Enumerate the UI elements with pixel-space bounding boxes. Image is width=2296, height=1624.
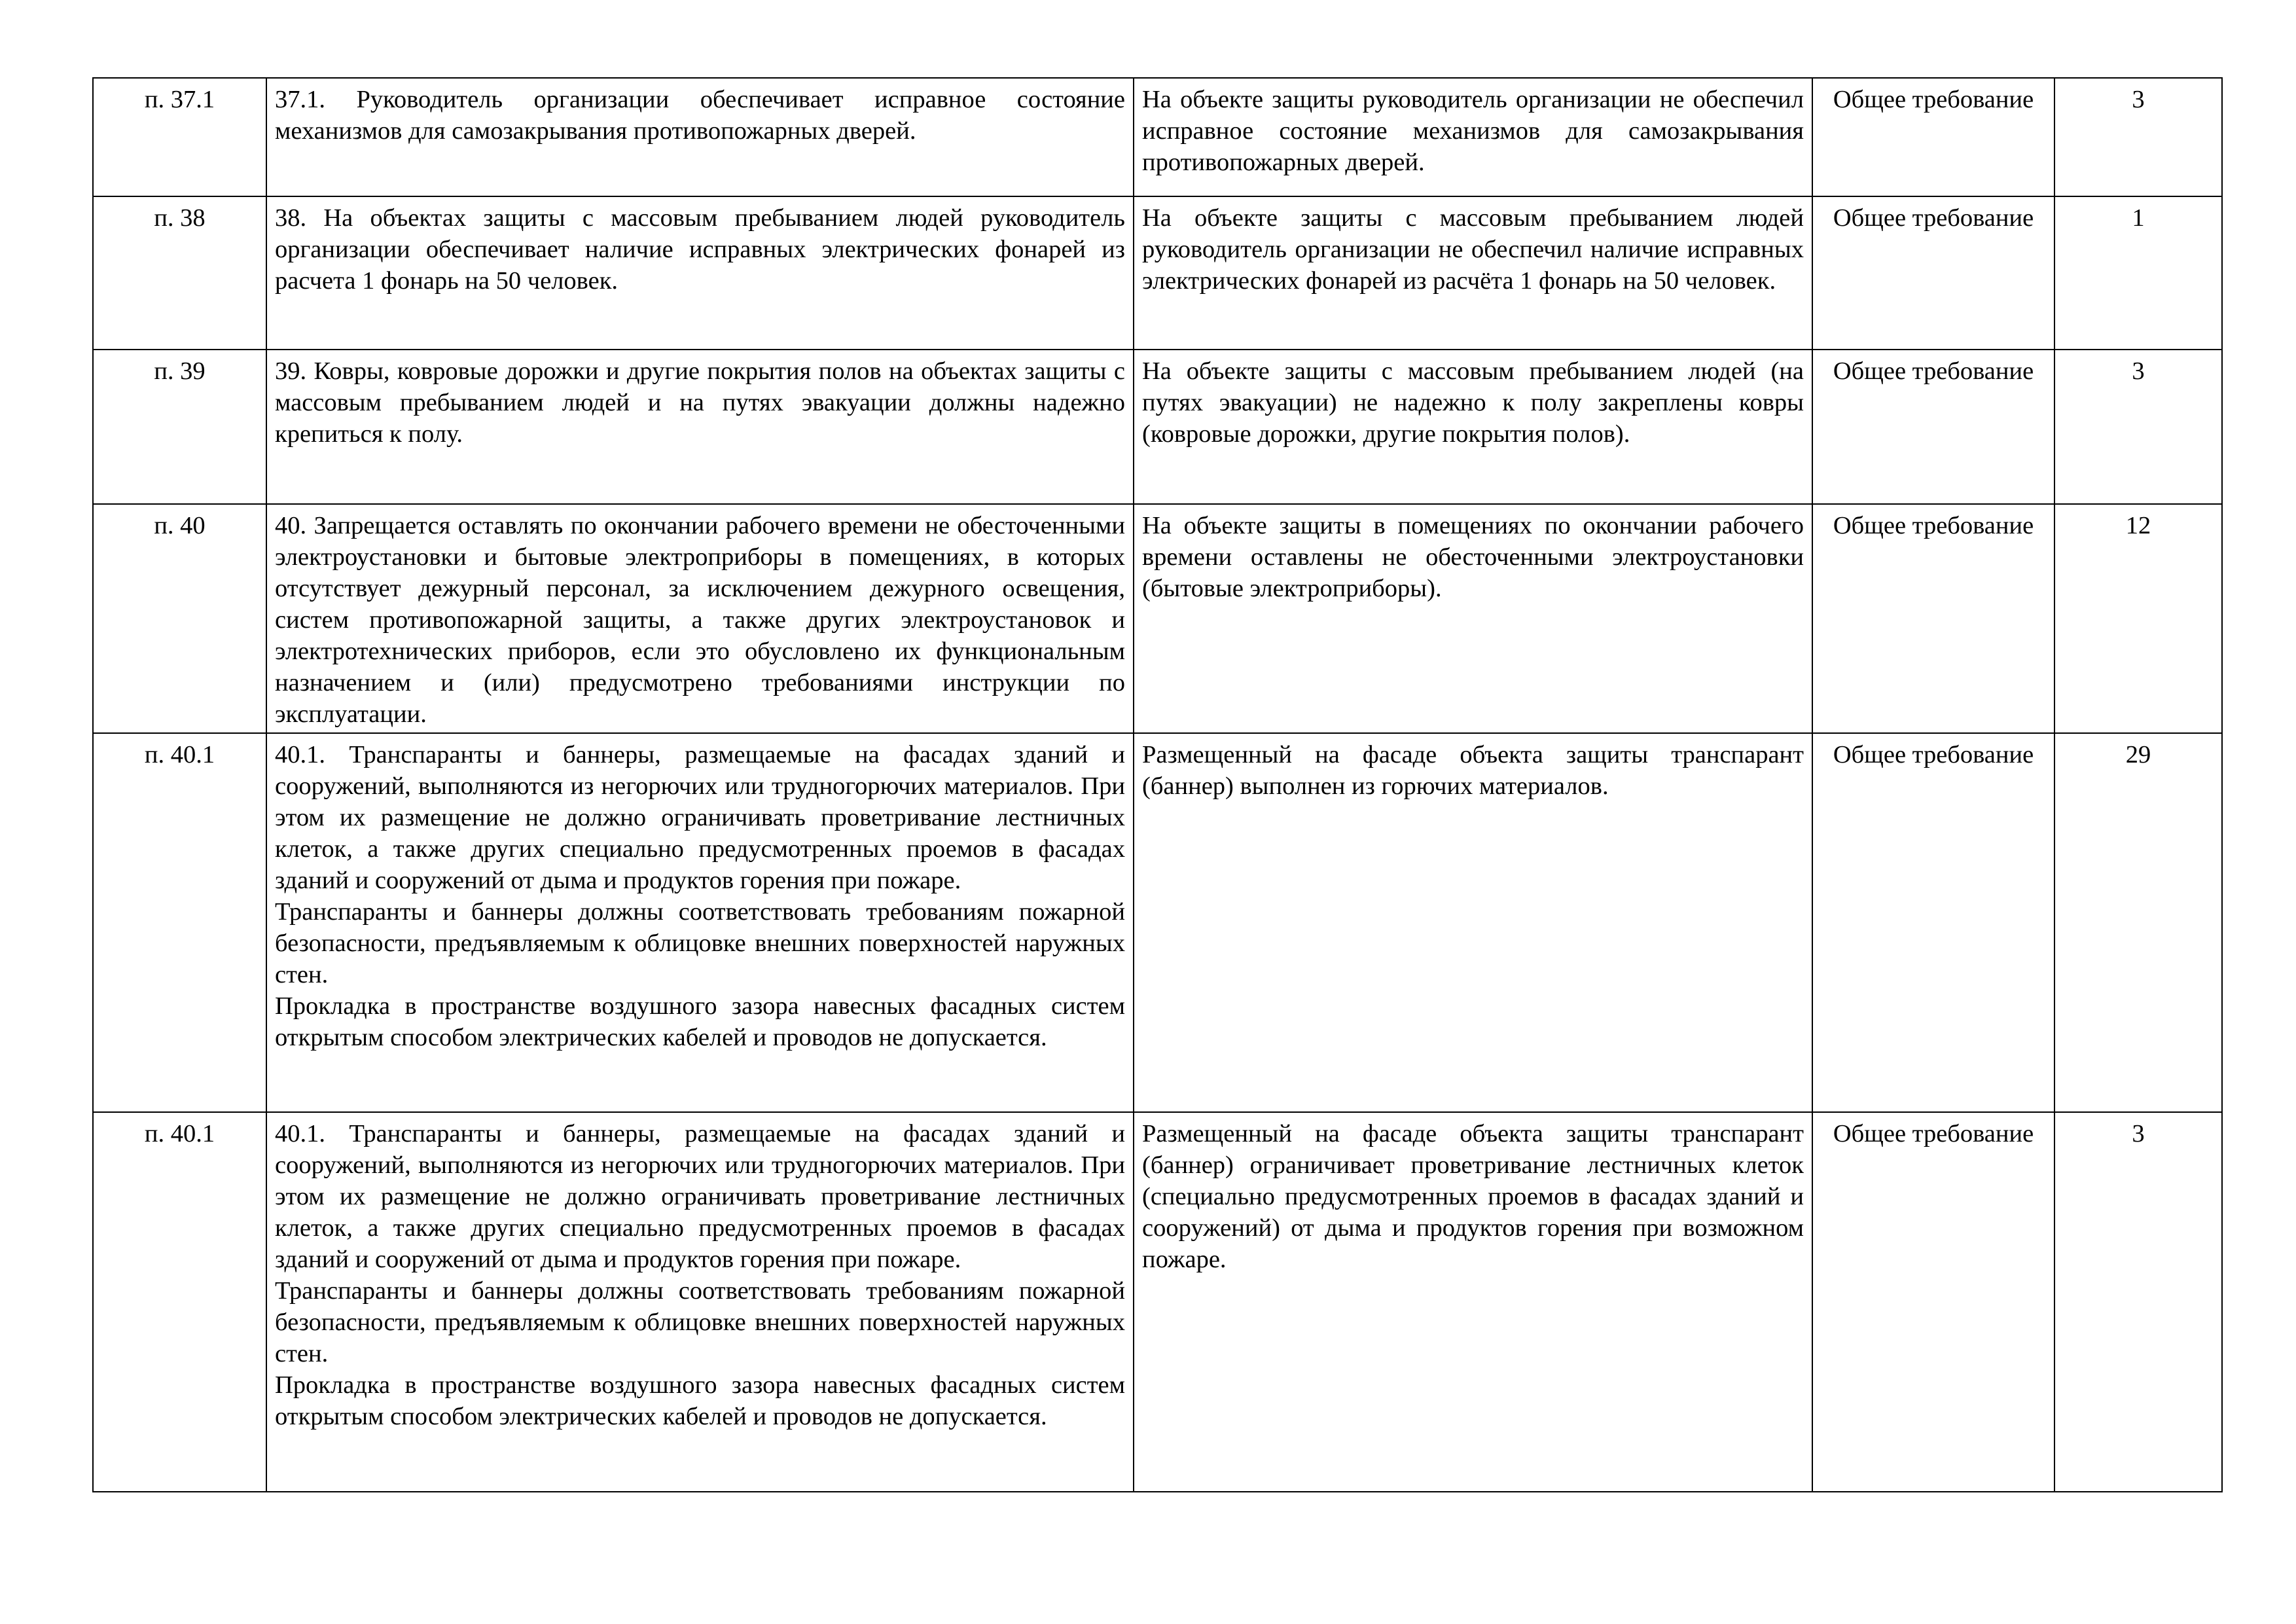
requirement-type: Общее требование	[1812, 78, 2054, 196]
rule-reference: п. 38	[93, 196, 266, 350]
violation-text: На объекте защиты с массовым пребыванием людей (на путях эвакуации) не надежно к полу закреплены ковры (ковровые дорожки, другие покрытия полов).	[1134, 350, 1812, 504]
requirement-paragraph: 40. Запрещается оставлять по окончании рабочего времени не обесточенными электроустановки и бытовые электроприборы в помещениях, в которых отсутствует дежурный персонал, за исключением дежурного освещения, систем противопожарной защиты, а также других электроустановок и электротехнических приборов, если это обусловлено их функциональным назначением и (или) предусмотрено требованиями инструкции по эксплуатации.	[275, 512, 1125, 728]
rule-reference: п. 40	[93, 504, 266, 733]
rule-reference: п. 40.1	[93, 733, 266, 1112]
table-row	[93, 1112, 2222, 1492]
requirement-type: Общее требование	[1812, 504, 2054, 733]
requirement-text	[266, 733, 1134, 1112]
violation-text: На объекте защиты руководитель организации не обеспечил исправное состояние механизмов для самозакрывания противопожарных дверей.	[1134, 78, 1812, 196]
table-row	[93, 350, 2222, 504]
requirement-paragraph: Прокладка в пространстве воздушного зазора навесных фасадных систем открытым способом электрических кабелей и проводов не допускается.	[275, 1371, 1125, 1430]
violations-table	[92, 77, 2223, 1492]
requirement-type: Общее требование	[1812, 196, 2054, 350]
table-row	[93, 733, 2222, 1112]
requirement-text	[266, 196, 1134, 350]
violation-count: 3	[2054, 1112, 2222, 1492]
violation-text: Размещенный на фасаде объекта защиты транспарант (баннер) выполнен из горючих материалов.	[1134, 733, 1812, 1112]
requirement-paragraph: 40.1. Транспаранты и баннеры, размещаемые на фасадах зданий и сооружений, выполняются из негорючих или трудногорючих материалов. При этом их размещение не должно ограничивать проветривание лестничных клеток, а также других специально предусмотренных проемов в фасадах зданий и сооружений от дыма и продуктов горения при пожаре.	[275, 741, 1125, 894]
requirement-paragraph: 40.1. Транспаранты и баннеры, размещаемые на фасадах зданий и сооружений, выполняются из негорючих или трудногорючих материалов. При этом их размещение не должно ограничивать проветривание лестничных клеток, а также других специально предусмотренных проемов в фасадах зданий и сооружений от дыма и продуктов горения при пожаре.	[275, 1120, 1125, 1273]
rule-reference: п. 40.1	[93, 1112, 266, 1492]
violation-count: 3	[2054, 350, 2222, 504]
violation-text: На объекте защиты в помещениях по окончании рабочего времени оставлены не обесточенными электроустановки (бытовые электроприборы).	[1134, 504, 1812, 733]
requirement-paragraph: Прокладка в пространстве воздушного зазора навесных фасадных систем открытым способом электрических кабелей и проводов не допускается.	[275, 992, 1125, 1051]
violation-count: 3	[2054, 78, 2222, 196]
rule-reference: п. 39	[93, 350, 266, 504]
violation-text: На объекте защиты с массовым пребыванием людей руководитель организации не обеспечил наличие исправных электрических фонарей из расчёта 1 фонарь на 50 человек.	[1134, 196, 1812, 350]
table-row	[93, 504, 2222, 733]
requirement-paragraph: 38. На объектах защиты с массовым пребыванием людей руководитель организации обеспечивает наличие исправных электрических фонарей из расчета 1 фонарь на 50 человек.	[275, 204, 1125, 295]
table-row	[93, 196, 2222, 350]
requirement-type: Общее требование	[1812, 1112, 2054, 1492]
rule-reference: п. 37.1	[93, 78, 266, 196]
requirement-text	[266, 78, 1134, 196]
requirement-paragraph: Транспаранты и баннеры должны соответствовать требованиям пожарной безопасности, предъявляемым к облицовке внешних поверхностей наружных стен.	[275, 898, 1125, 988]
requirement-text	[266, 1112, 1134, 1492]
requirement-text	[266, 504, 1134, 733]
violation-count: 12	[2054, 504, 2222, 733]
table-row	[93, 78, 2222, 196]
violation-text: Размещенный на фасаде объекта защиты транспарант (баннер) ограничивает проветривание лестничных клеток (специально предусмотренных проемов в фасадах зданий и сооружений) от дыма и продуктов горения при возможном пожаре.	[1134, 1112, 1812, 1492]
violation-count: 29	[2054, 733, 2222, 1112]
violation-count: 1	[2054, 196, 2222, 350]
requirement-type: Общее требование	[1812, 350, 2054, 504]
requirement-type: Общее требование	[1812, 733, 2054, 1112]
requirement-paragraph: 37.1. Руководитель организации обеспечивает исправное состояние механизмов для самозакрывания противопожарных дверей.	[275, 86, 1125, 145]
requirement-text	[266, 350, 1134, 504]
requirement-paragraph: Транспаранты и баннеры должны соответствовать требованиям пожарной безопасности, предъявляемым к облицовке внешних поверхностей наружных стен.	[275, 1277, 1125, 1367]
requirement-paragraph: 39. Ковры, ковровые дорожки и другие покрытия полов на объектах защиты с массовым пребыванием людей и на путях эвакуации должны надежно крепиться к полу.	[275, 357, 1125, 448]
